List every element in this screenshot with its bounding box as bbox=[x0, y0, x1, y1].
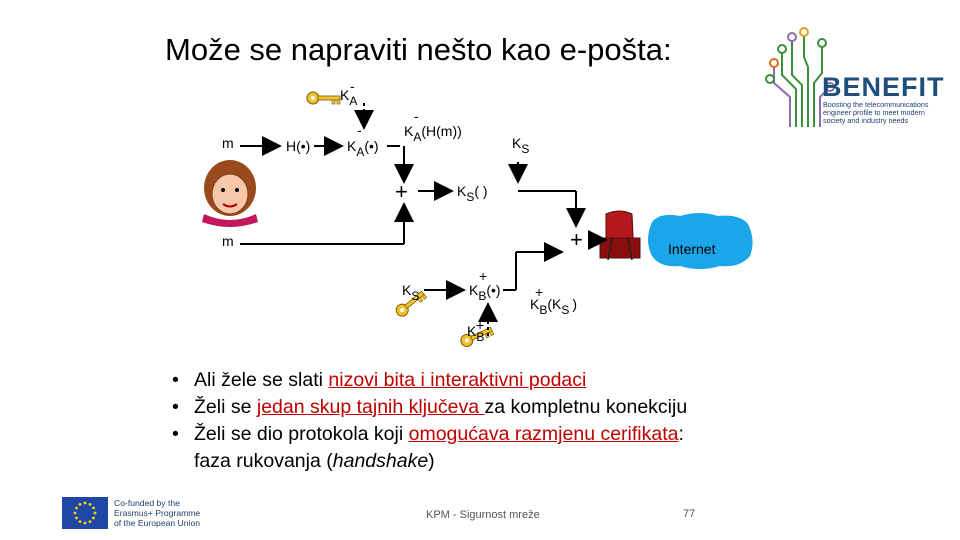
benefit-logo-name: BENEFIT bbox=[822, 72, 945, 102]
session-key-top-label: KS bbox=[512, 135, 530, 156]
sign-function-sup: - bbox=[357, 122, 362, 138]
key-a-private-sup: - bbox=[350, 78, 355, 94]
eu-cofunding-logo bbox=[62, 497, 234, 531]
session-encrypt-label: KS( ) bbox=[457, 183, 488, 204]
eu-flag-icon bbox=[62, 497, 108, 529]
mailbox-icon bbox=[600, 211, 640, 260]
message-label-mid: m bbox=[222, 233, 234, 249]
concat-symbol-2: + bbox=[570, 227, 583, 252]
bullet-item: • Ali žele se slati nizovi bita i interaktivni podaci bbox=[172, 367, 687, 394]
internet-label: Internet bbox=[668, 241, 716, 257]
page-number: 77 bbox=[683, 508, 696, 520]
concat-symbol-1: + bbox=[395, 179, 408, 204]
bullet-list bbox=[172, 367, 687, 475]
bullet-item: • Želi se dio protokola koji omogućava razmjenu cerifikata: bbox=[172, 421, 687, 448]
footer-text: KPM - Sigurnost mreže bbox=[426, 509, 540, 521]
hash-function-label: H(•) bbox=[286, 138, 311, 154]
message-label-top: m bbox=[222, 135, 234, 151]
slide-title: Može se napraviti nešto kao e-pošta: bbox=[165, 32, 672, 67]
public-key-b-sup: + bbox=[476, 317, 485, 333]
key-icon bbox=[307, 92, 340, 104]
bullet-continuation: faza rukovanja (handshake) bbox=[194, 450, 435, 472]
encrypted-session-key-label: KB(KS ) bbox=[530, 296, 578, 317]
public-key-b-encrypt-sup: + bbox=[479, 268, 488, 284]
benefit-logo-tagline: Boosting the telecommunications engineer profile to meet modern society and industry needs bbox=[823, 100, 929, 125]
sign-function-label: KA(•) bbox=[347, 138, 379, 159]
public-key-b-label: KB bbox=[467, 323, 485, 344]
signed-hash-label: KA(H(m)) bbox=[404, 123, 462, 144]
encrypted-session-key-sup: + bbox=[535, 284, 544, 300]
key-a-private-label: KA bbox=[340, 87, 358, 108]
eu-cofunding-text: Co-funded by the Erasmus+ Programme of the European Union bbox=[114, 498, 201, 528]
alice-person-icon bbox=[202, 160, 258, 227]
public-key-b-encrypt-label: KB(•) bbox=[469, 282, 501, 303]
session-key-bottom-label: KS bbox=[402, 282, 420, 303]
signed-hash-sup: - bbox=[414, 108, 419, 124]
bullet-item: • Želi se jedan skup tajnih ključeva za kompletnu konekciju bbox=[172, 394, 687, 421]
